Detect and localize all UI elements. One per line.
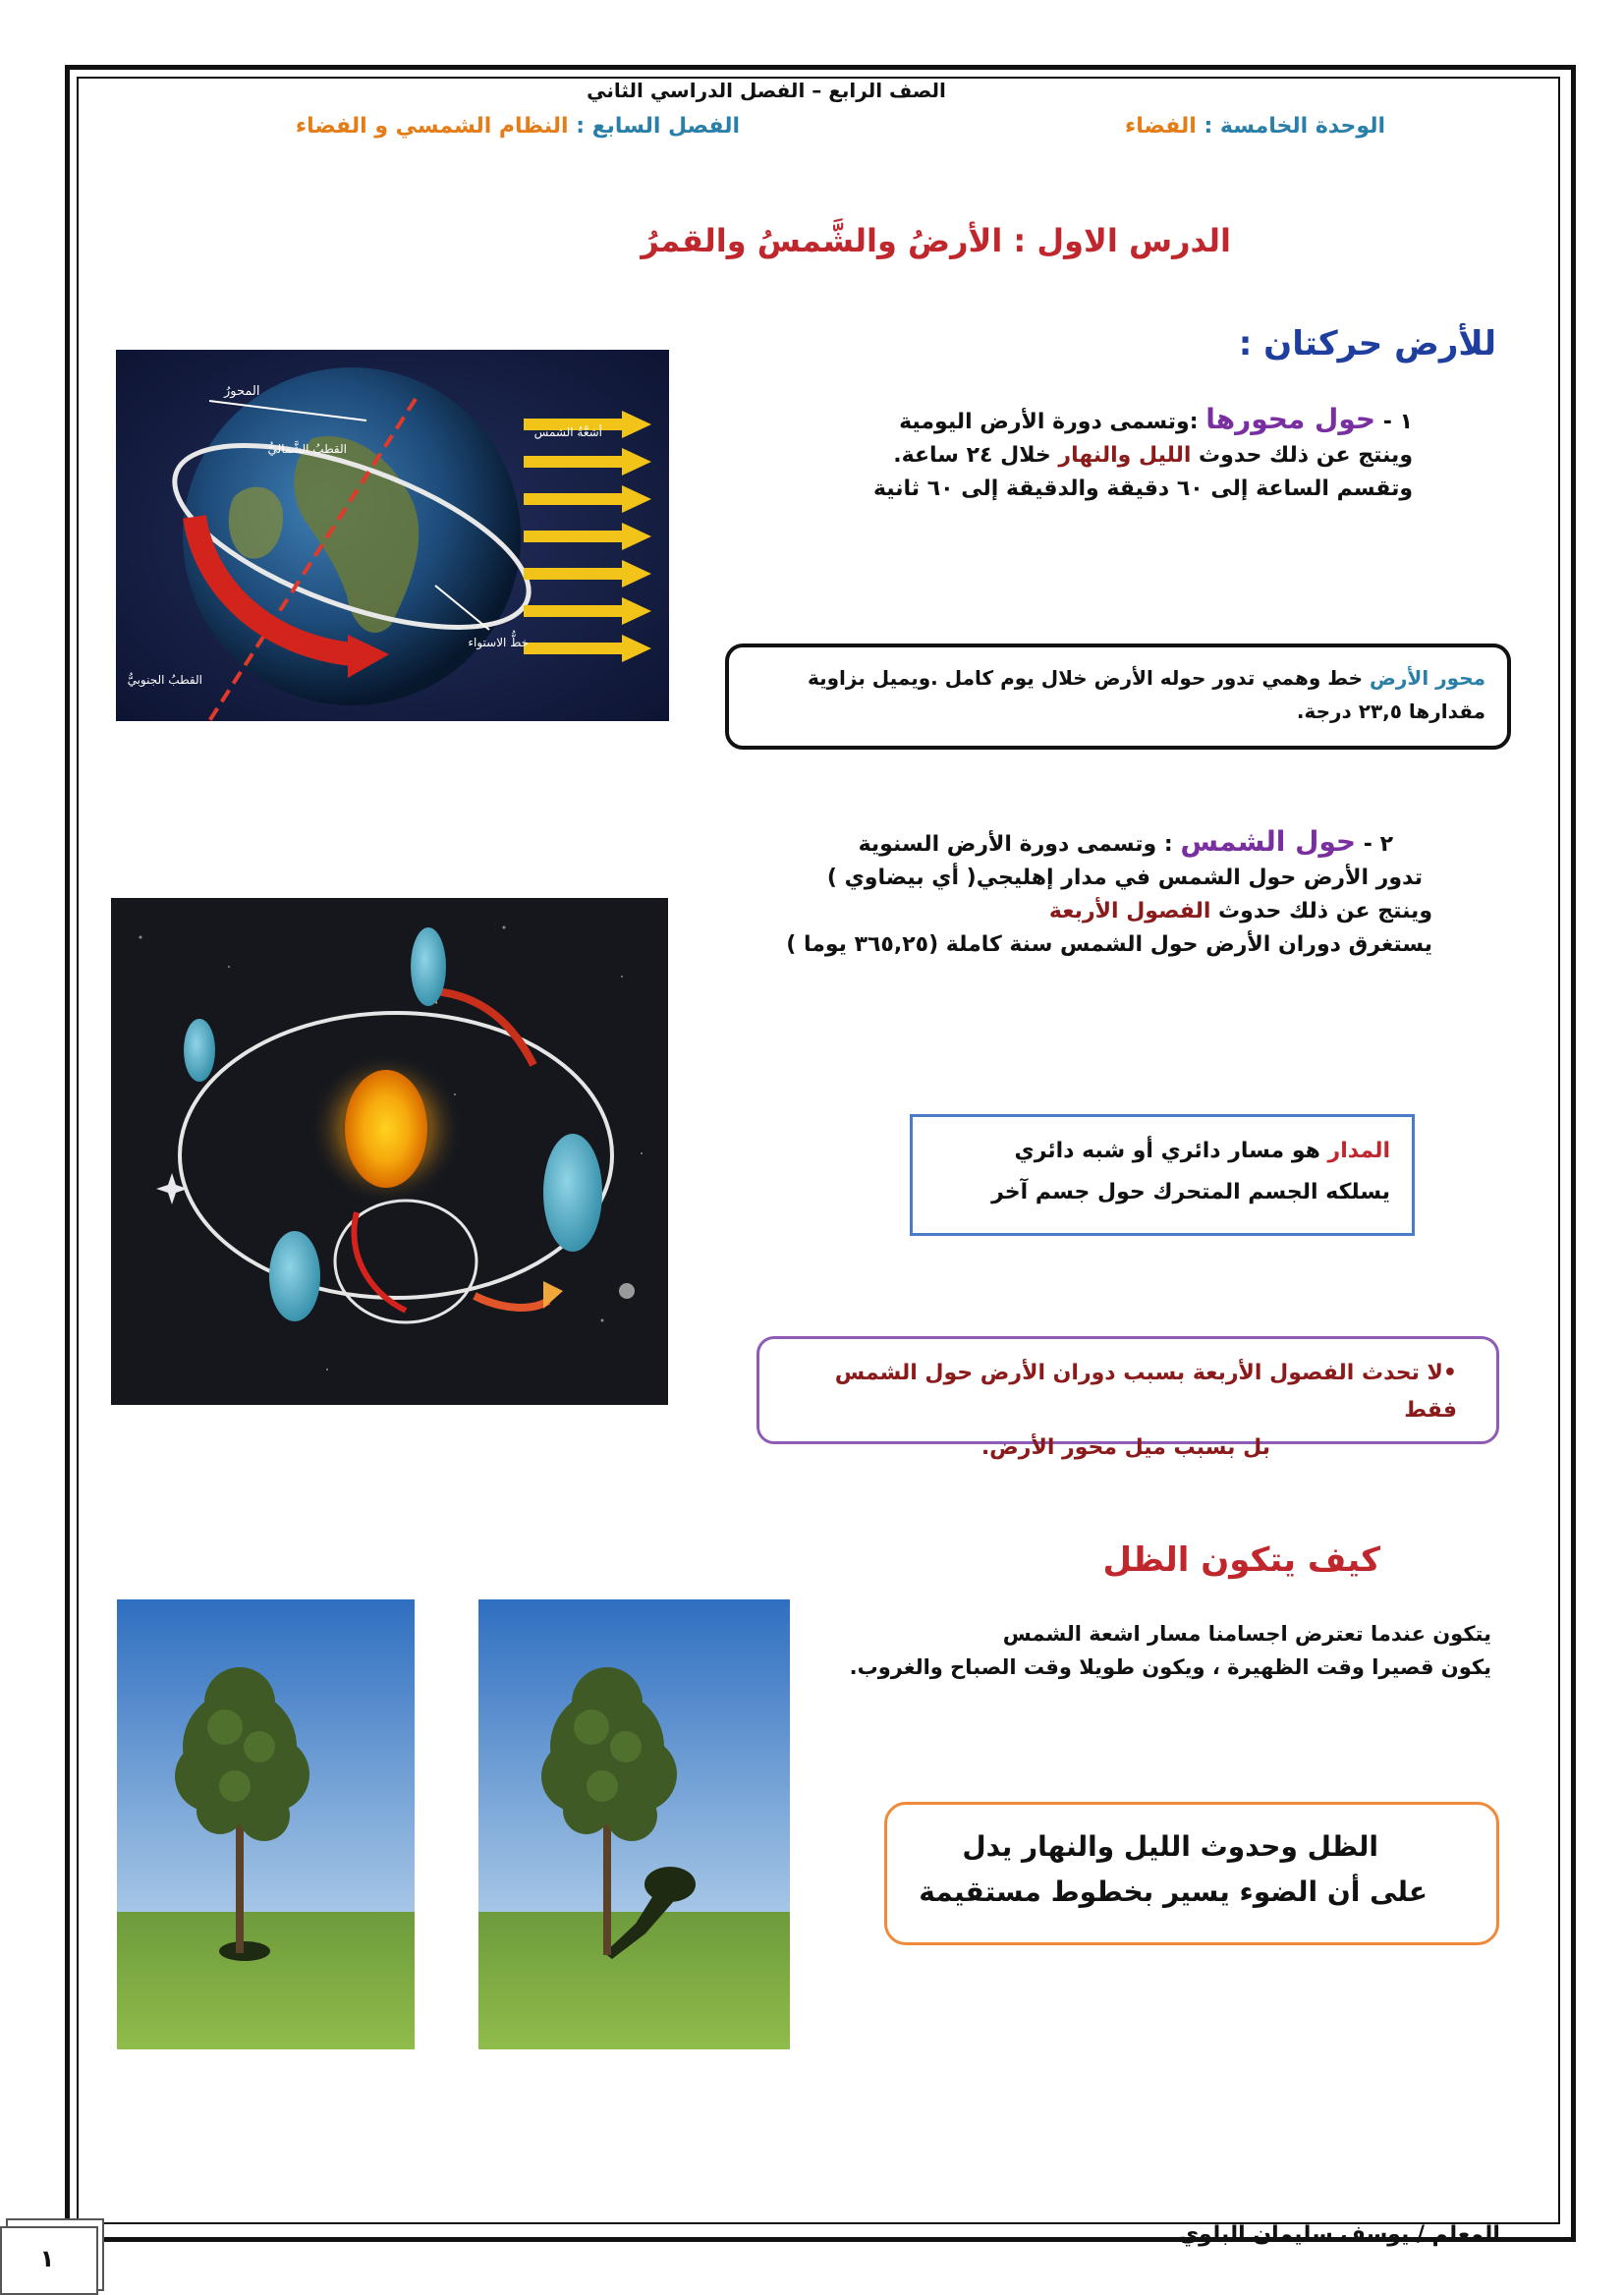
shadow-paragraph (804, 1617, 1491, 1684)
earth-orbit-image (111, 898, 668, 1405)
rotation-title: حول محورها (1205, 403, 1376, 435)
rotation-line2b: خلال ٢٤ ساعة. (893, 443, 1059, 468)
rotation-line-3: وتقسم الساعة إلى ٦٠ دقيقة والدقيقة إلى ٦٠ ثانية (872, 476, 1413, 501)
earth-label-south-pole: القطبُ الجنوبيُّ (127, 673, 202, 687)
orbit-line-1 (934, 1131, 1390, 1172)
orbit-line1-text: هو مسار دائري أو شبه دائري (1014, 1139, 1328, 1163)
earth-label-equator: خطُّ الاستواء (468, 636, 529, 649)
revolution-line-2: تدور الأرض حول الشمس في مدار إهليجي( أي بيضاوي ) (826, 866, 1423, 890)
shadow-line-2: يكون قصيرا وقت الظهيرة ، ويكون طويلا وقت الصباح والغروب. (849, 1655, 1491, 1679)
revolution-paragraph (725, 825, 1432, 962)
orbit-line-2: يسلكه الجسم المتحرك حول جسم آخر (991, 1180, 1390, 1204)
seasons-note-line-2: بل بسبب ميل محور الأرض. (980, 1435, 1270, 1460)
axis-definition: خط وهمي تدور حوله الأرض خلال يوم كامل .ويميل بزاوية مقدارها ٢٣,٥ درجة. (807, 666, 1485, 723)
axis-term: محور الأرض (1370, 666, 1485, 690)
light-line-2: على أن الضوء يسير بخطوط مستقيمة (919, 1875, 1428, 1908)
rotation-title-rest: :وتسمى دورة الأرض اليومية (899, 410, 1206, 434)
night-day-highlight: الليل والنهار (1058, 443, 1192, 468)
earth-label-north-pole: القطبُ الشَّماليُّ (267, 442, 347, 456)
rotation-line-1 (863, 403, 1413, 439)
tree-long-shadow-image (478, 1599, 790, 2049)
grade-semester: الصف الرابع – الفصل الدراسي الثاني (587, 79, 946, 102)
tree-short-shadow-image (117, 1599, 415, 2049)
earth-label-axis: المحورُ (224, 384, 260, 399)
page-number: ١ (39, 2245, 55, 2272)
seasons-highlight: الفصول الأربعة (1048, 899, 1211, 924)
motions-title: للأرض حركتان : (1238, 324, 1496, 364)
unit-label: الوحدة الخامسة : (1204, 114, 1385, 139)
earth-label-sun-rays: أشعَّةُ الشمس (533, 425, 602, 439)
chapter-label: الفصل السابع : (576, 114, 740, 139)
revolution-line3a: وينتج عن ذلك حدوث (1210, 899, 1432, 924)
light-line-1: الظل وحدوث الليل والنهار يدل (962, 1830, 1378, 1863)
revolution-line-1 (725, 825, 1432, 862)
rotation-line-2 (863, 439, 1413, 473)
revolution-title-rest: : وتسمى دورة الأرض السنوية (858, 832, 1181, 857)
revolution-line-3 (725, 895, 1432, 928)
seasons-note-box (756, 1336, 1499, 1460)
lesson-title: الدرس الاول : الأرضُ والشَّمسُ والقمرُ (641, 222, 1231, 259)
unit-heading (1125, 114, 1385, 139)
teacher-name: المعلم / يوسف سليمان البلوي (1179, 2222, 1500, 2247)
shadow-line-1: يتكون عندما تعترض اجسامنا مسار اشعة الشمس (1002, 1622, 1491, 1646)
axis-definition-box (725, 644, 1511, 750)
chapter-heading (296, 114, 740, 139)
rotation-line2a: وينتج عن ذلك حدوث (1191, 443, 1413, 468)
earth-axis-image (116, 350, 669, 721)
orbit-term: المدار (1327, 1139, 1390, 1163)
revolution-number: ٢ - (1363, 832, 1393, 857)
shadow-title: كيف يتكون الظل (1102, 1540, 1380, 1580)
chapter-value: النظام الشمسي و الفضاء (295, 114, 569, 139)
rotation-paragraph (863, 403, 1413, 506)
revolution-line-4: يستغرق دوران الأرض حول الشمس سنة كاملة (٣٦٥,٢٥ يوما ) (786, 932, 1432, 957)
light-straight-lines-box (884, 1802, 1499, 1945)
rotation-number: ١ - (1382, 410, 1413, 434)
unit-value: الفضاء (1124, 114, 1197, 139)
revolution-title: حول الشمس (1180, 825, 1357, 858)
seasons-note-line-1: •لا تحدث الفصول الأربعة بسبب دوران الأرض حول الشمس فقط (834, 1361, 1457, 1423)
orbit-definition-box (910, 1114, 1415, 1236)
